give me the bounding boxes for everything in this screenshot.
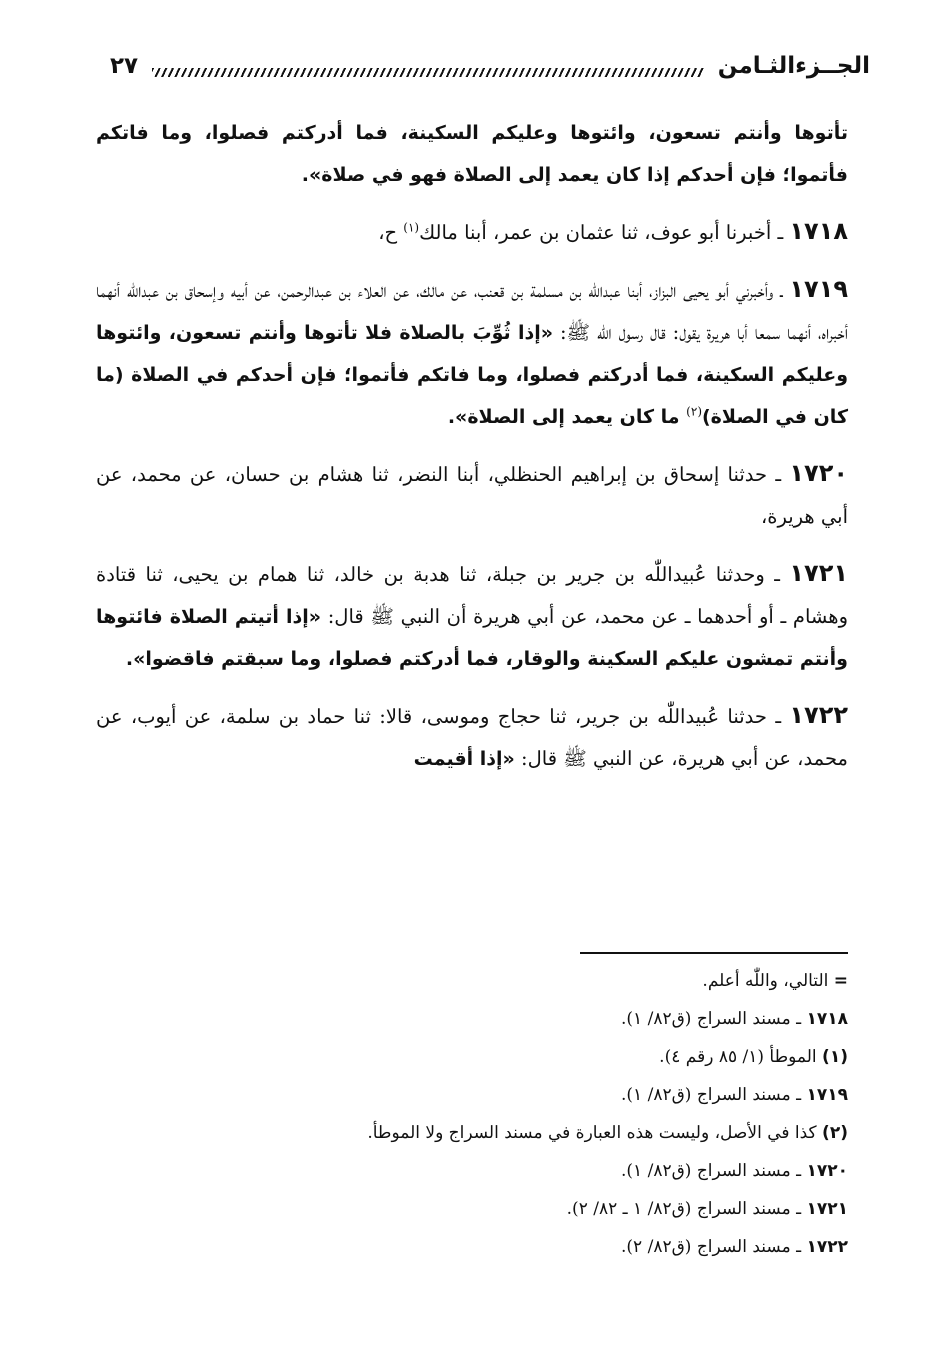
paragraph-continuation — [96, 112, 848, 196]
footnote-line — [96, 1228, 848, 1266]
page-number: ٢٧ — [110, 53, 139, 79]
footnote-line — [96, 962, 848, 1000]
footnote-text: ـ مسند السراج (ق٨٢/ ١ ـ ٨٢/ ٢). — [566, 1199, 807, 1219]
isnad-text: ـ وأخبرني أبو يحيى البزاز، أبنا عبداللّٰه بن مسلمة بن قعنب، عن مالك، عن العلاء بن عبدالرحمن، عن أبيه وإسحاق بن عبداللّٰه أنهما أخبراه، أنهما سمعا أبا هريرة يقول: قال رسول اللّٰه ﷺ: — [96, 279, 848, 344]
isnad-text: ـ حدثنا إسحاق بن إبراهيم الحنظلي، أبنا النضر، ثنا هشام بن حسان، عن محمد، عن أبي هريرة، — [96, 463, 848, 528]
hadith-number: ١٧١٨ — [789, 217, 848, 245]
running-title: الجــزءالثـامن — [717, 53, 870, 79]
footnote-marker: (١) — [403, 220, 420, 235]
footnote-line — [96, 1152, 848, 1190]
footnote-text: ـ مسند السراج (ق٨٢/ ٢). — [621, 1237, 807, 1257]
paragraph-1719 — [96, 268, 848, 438]
footnote-number: = — [833, 971, 848, 991]
hadith-number: ١٧٢٢ — [789, 701, 848, 729]
hadith-text: «إذا أقيمت — [413, 748, 515, 770]
footnote-number: ١٧١٨ — [806, 1009, 848, 1029]
footnote-number: (٢) — [822, 1123, 848, 1143]
paragraph-1720 — [96, 452, 848, 538]
footnote-number: (١) — [822, 1047, 848, 1067]
footnote-separator — [580, 952, 848, 954]
footnote-text: ـ مسند السراج (ق٨٢/ ١). — [621, 1161, 807, 1181]
footnote-line — [96, 1076, 848, 1114]
header-rule — [152, 68, 704, 77]
hadith-number: ١٧٢١ — [789, 559, 848, 587]
isnad-text: ـ حدثنا عُبيداللّٰه بن جرير، ثنا حجاج وموسى، قالا: ثنا حماد بن سلمة، عن أيوب، عن محمد، عن أبي هريرة، عن النبي ﷺ قال: — [96, 705, 848, 770]
footnote-line — [96, 1038, 848, 1076]
footnote-text: ـ مسند السراج (ق٨٢/ ١). — [621, 1085, 807, 1105]
paragraph-1718 — [96, 210, 848, 254]
footnote-marker: (٢) — [686, 404, 702, 419]
hadith-number: ١٧١٩ — [789, 275, 848, 303]
footnote-line — [96, 1190, 848, 1228]
footnote-line — [96, 1114, 848, 1152]
page-header — [110, 42, 870, 90]
footnote-number: ١٧٢٠ — [806, 1161, 848, 1181]
footnote-text: الموطأ (١/ ٨٥ رقم ٤). — [659, 1047, 823, 1067]
hadith-number: ١٧٢٠ — [789, 459, 848, 487]
paragraph-1721 — [96, 552, 848, 680]
paragraph-1722 — [96, 694, 848, 780]
footnote-number: ١٧٢١ — [806, 1199, 848, 1219]
footnotes — [96, 962, 848, 1266]
hadith-text: تأتوها وأنتم تسعون، وائتوها وعليكم السكينة، فما أدركتم فصلوا، وما فاتكم فأتموا؛ فإن أحدكم إذا كان يعمد إلى الصلاة فهو في صلاة». — [96, 122, 848, 186]
isnad-tail: ح، — [378, 221, 404, 244]
isnad-text: ـ وحدثنا عُبيداللّٰه بن جرير بن جبلة، ثنا هدبة بن خالد، ثنا همام بن يحيى، ثنا قتادة وهشام ـ أو أحدهما ـ عن محمد، عن أبي هريرة أن النبي ﷺ قال: — [96, 563, 848, 628]
page-body — [96, 112, 848, 794]
isnad-text: ـ أخبرنا أبو عوف، ثنا عثمان بن عمر، أبنا مالك — [419, 221, 790, 244]
footnote-text: ـ مسند السراج (ق٨٢/ ١). — [621, 1009, 807, 1029]
footnote-number: ١٧٢٢ — [806, 1237, 848, 1257]
footnote-text: التالي، واللّٰه أعلم. — [702, 971, 834, 991]
footnote-line — [96, 1000, 848, 1038]
hadith-text: «إذا ثُوِّبَ بالصلاة فلا تأتوها وأنتم تسعون، وائتوها وعليكم السكينة، فما أدركتم فصلوا، وما فاتكم فأتموا؛ فإن أحدكم في الصلاة (ما كان في الصلاة) — [96, 322, 848, 428]
footnote-number: ١٧١٩ — [806, 1085, 848, 1105]
hadith-text: «إذا أتيتم الصلاة فائتوها وأنتم تمشون عليكم السكينة والوقار، فما أدركتم فصلوا، وما سبقتم فاقضوا». — [96, 606, 848, 670]
hadith-tail: ما كان يعمد إلى الصلاة». — [447, 406, 687, 428]
footnote-text: كذا في الأصل، وليست هذه العبارة في مسند السراج ولا الموطأ. — [367, 1123, 823, 1143]
